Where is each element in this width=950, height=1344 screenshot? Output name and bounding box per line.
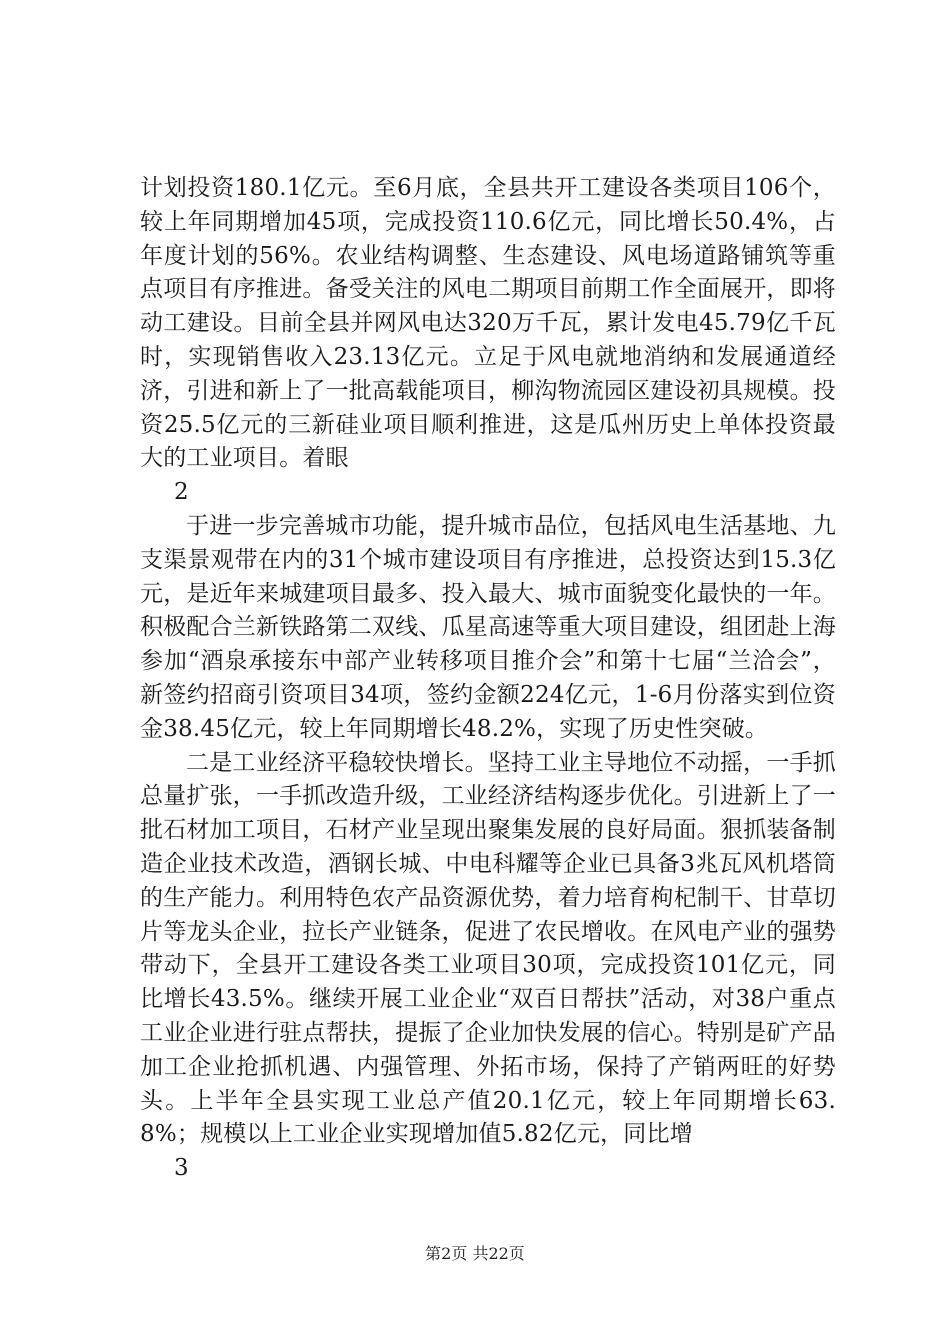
inline-page-marker: 3	[174, 1155, 189, 1182]
paragraph-industrial-economy: 二是工业经济平稳较快增长。坚持工业主导地位不动摇，一手抓总量扩张，一手抓改造升级，工业经济结构逐步优化。引进新上了一批石材加工项目，石材产业呈现出聚集发展的良好局面。狠抓装备制造企业技术改造，酒钢长城、中电科耀等企业已具备3兆瓦风机塔筒的生产能力。利用特色农产品资源优势，着力培育枸杞制干、甘草切片等龙头企业，拉长产业链条，促进了农民增收。在风电产业的强势带动下，全县开工建设各类工业项目30项，完成投资101亿元，同比增长43.5%。继续开展工业企业“双百日帮扶”活动，对38户重点工业企业进行驻点帮扶，提振了企业加快发展的信心。特别是矿产品加工企业抢抓机遇、内强管理、外拓市场，保持了产销两旺的好势头。上半年全县实现工业总产值20.1亿元，较上年同期增长63.8%；规模以上工业企业实现增加值5.82亿元，同比增	[140, 749, 836, 1148]
page-footer: 第2页 共22页	[425, 1244, 525, 1263]
paragraph-city-construction: 于进一步完善城市功能，提升城市品位，包括风电生活基地、九支渠景观带在内的31个城市建设项目有序推进，总投资达到15.3亿元，是近年来城建项目最多、投入最大、城市面貌变化最快的一年。积极配合兰新铁路第二双线、瓜星高速等重大项目建设，组团赴上海参加“酒泉承接东中部产业转移项目推介会”和第十七届“兰洽会”，新签约招商引资项目34项，签约金额224亿元，1-6月份落实到位资金38.45亿元，较上年同期增长48.2%，实现了历史性突破。	[140, 512, 836, 742]
paragraph-continuation: 计划投资180.1亿元。至6月底，全县共开工建设各类项目106个，较上年同期增加45项，完成投资110.6亿元，同比增长50.4%，占年度计划的56%。农业结构调整、生态建设、风电场道路铺筑等重点项目有序推进。备受关注的风电二期项目前期工作全面展开，即将动工建设。目前全县并网风电达320万千瓦，累计发电45.79亿千瓦时，实现销售收入23.13亿元。立足于风电就地消纳和发展通道经济，引进和新上了一批高载能项目，柳沟物流园区建设初具规模。投资25.5亿元的三新硅业项目顺利推进，这是瓜州历史上单体投资最大的工业项目。着眼	[140, 175, 836, 472]
inline-page-marker: 2	[174, 479, 189, 506]
document-body	[140, 172, 836, 1186]
